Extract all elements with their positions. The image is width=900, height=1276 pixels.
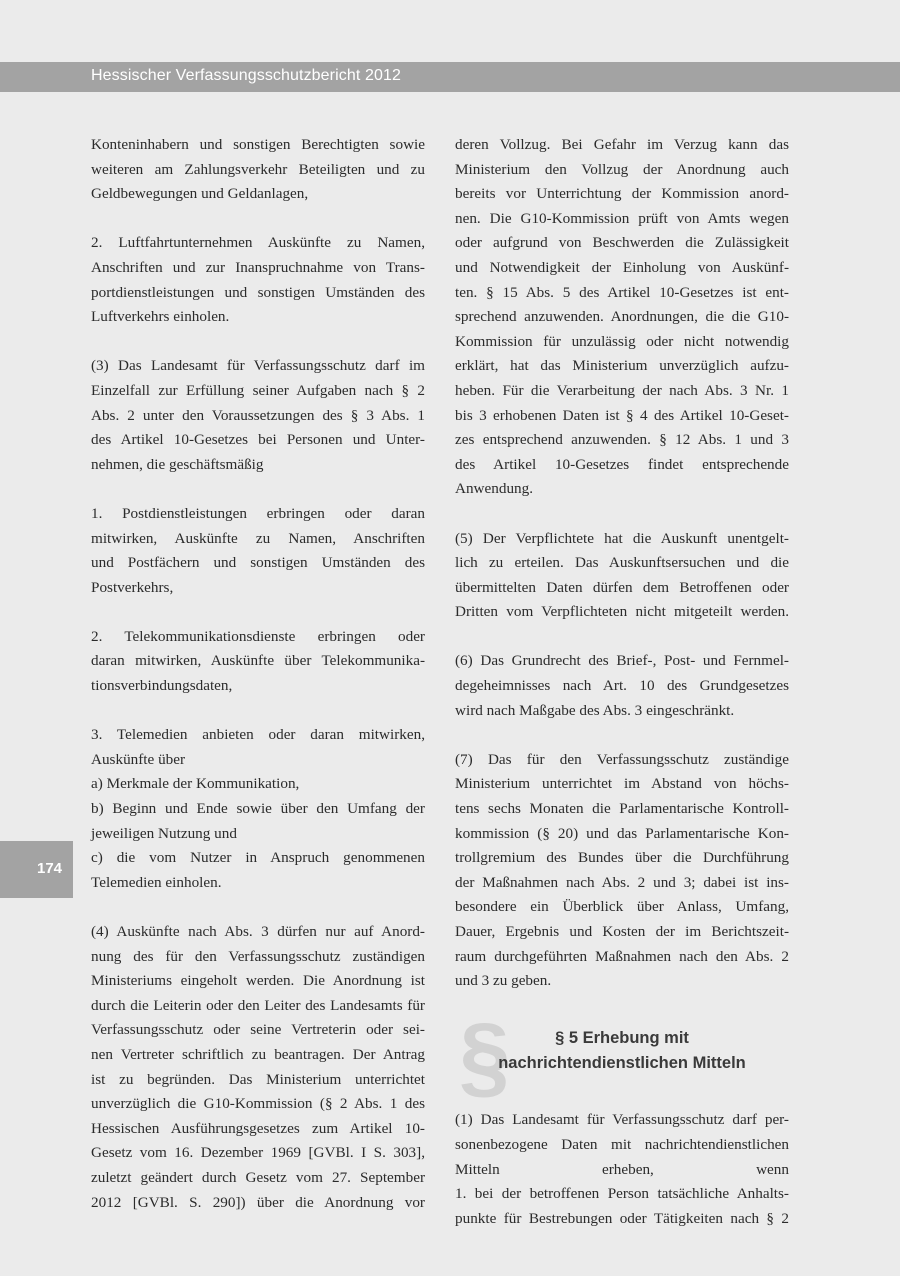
text-line: und Notwendigkeit der Einholung von Auskünf-	[455, 258, 789, 276]
text-line: besondere ein Überblick über Anlass, Umfang,	[455, 898, 789, 916]
text-line: Konteninhabern und sonstigen Berechtigten sowie	[91, 136, 425, 153]
text-line: Dritten vom Verpflichteten nicht mitgeteilt werden.	[455, 603, 789, 621]
text-line: Ministeriums eingeholt werden. Die Anordnung ist	[91, 972, 425, 990]
text-line: degeheimnisses nach Art. 10 des Grundgesetzes	[455, 677, 789, 695]
text-line: Gesetz vom 16. Dezember 1969 [GVBl. I S. 303],	[91, 1144, 425, 1162]
text-line: 2. Luftfahrtunternehmen Auskünfte zu Namen,	[91, 234, 425, 252]
text-line: wird nach Maßgabe des Abs. 3 eingeschränkt.	[455, 701, 735, 719]
text-line: ist zu begründen. Das Ministerium unterrichtet	[91, 1070, 425, 1088]
paragraph	[455, 748, 789, 994]
text-line: unverzüglich die G10-Kommission (§ 2 Abs. 1 des	[91, 1095, 425, 1113]
text-line: zes entsprechend anzuwenden. § 12 Abs. 1 und 3	[455, 431, 789, 449]
text-line: daran mitwirken, Auskünfte über Telekommunika-	[91, 652, 425, 670]
paragraph	[91, 920, 425, 1215]
text-line: der Maßnahmen nach Abs. 2 und 3; dabei ist ins-	[455, 873, 789, 891]
running-header-title: Hessischer Verfassungsschutzbericht 2012	[91, 67, 401, 84]
text-line: sprechend anzuwenden. Anordnungen, die die G10-	[455, 308, 789, 326]
text-line: Hessischen Ausführungsgesetzes zum Artikel 10-	[91, 1119, 425, 1137]
text-line: Einzelfall zur Erfüllung seiner Aufgaben nach § 2	[91, 381, 425, 399]
text-line: kommission (§ 20) und das Parlamentarische Kon-	[455, 824, 789, 842]
text-line: und Postfächern und sonstigen Umständen des	[91, 554, 425, 572]
page-number-tab	[0, 841, 73, 898]
text-line: Ministerium den Vollzug der Anordnung auch	[455, 160, 789, 178]
paragraph	[91, 625, 425, 699]
text-line: Ministerium unterrichtet im Abstand von höchs-	[455, 775, 789, 793]
section-sign-icon: §	[459, 1005, 511, 1108]
text-line: Dauer, Ergebnis und Kosten der im Berichtszeit-	[455, 923, 789, 940]
text-line: Luftverkehrs einholen.	[91, 308, 230, 326]
text-line: Abs. 2 unter den Voraussetzungen des § 3 Abs. 1	[91, 406, 425, 424]
text-line: nen Vertreter schriftlich zu beantragen. Der Antrag	[91, 1045, 425, 1063]
text-line: nung des für den Verfassungsschutz zuständigen	[91, 947, 425, 965]
text-line: 3. Telemedien anbieten oder daran mitwirken,	[91, 726, 425, 744]
text-line: Postverkehrs,	[91, 578, 174, 596]
text-line: bereits vor Unterrichtung der Kommission anord-	[455, 185, 789, 203]
text-line: trollgremium des Bundes über die Durchführung	[455, 849, 789, 867]
text-line: c) die vom Nutzer in Anspruch genommenen	[91, 849, 425, 867]
text-line: (4) Auskünfte nach Abs. 3 dürfen nur auf Anord-	[91, 923, 425, 940]
text-line: sonenbezogene Daten mit nachrichtendienstlichen	[455, 1135, 789, 1153]
paragraph	[91, 354, 425, 477]
paragraph	[455, 527, 789, 625]
text-line: mitwirken, Auskünfte zu Namen, Anschriften	[91, 529, 425, 547]
text-line: nehmen, die geschäftsmäßig	[91, 455, 264, 473]
text-line: a) Merkmale der Kommunikation,	[91, 775, 300, 793]
section-heading-line: § 5 Erhebung mit	[555, 1029, 689, 1048]
section-heading-block	[455, 1005, 789, 1108]
text-line: tens sechs Monaten die Parlamentarische Kontroll-	[455, 800, 789, 818]
text-line: jeweiligen Nutzung und	[91, 824, 237, 842]
text-line: Anwendung.	[455, 480, 534, 498]
text-line: 2. Telekommunikationsdienste erbringen oder	[91, 627, 425, 645]
text-line: durch die Leiterin oder den Leiter des Landesamts für	[91, 996, 425, 1014]
text-line: des Artikel 10-Gesetzes bei Personen und Unter-	[91, 431, 425, 449]
text-line: (3) Das Landesamt für Verfassungsschutz darf im	[91, 357, 425, 375]
text-line: nen. Die G10-Kommission prüft von Amts wegen	[455, 209, 789, 227]
text-line: Anschriften und zur Inanspruchnahme von Trans-	[91, 258, 425, 276]
section-heading-line: nachrichtendienstlichen Mitteln	[498, 1054, 746, 1073]
header-bar	[0, 62, 900, 92]
text-line: (6) Das Grundrecht des Brief-, Post- und Fernmel-	[455, 652, 789, 670]
text-line: b) Beginn und Ende sowie über den Umfang der	[91, 800, 425, 818]
paragraph	[91, 502, 425, 600]
text-line: 1. bei der betroffenen Person tatsächliche Anhalts-	[455, 1185, 789, 1203]
text-line: Verfassungsschutz oder seine Vertreterin oder sei-	[91, 1021, 425, 1039]
text-line: deren Vollzug. Bei Gefahr im Verzug kann das	[455, 136, 789, 153]
text-line: Auskünfte über	[91, 750, 186, 768]
text-line: punkte für Bestrebungen oder Tätigkeiten nach § 2	[455, 1209, 789, 1227]
text-line: heben. Für die Verarbeitung der nach Abs. 3 Nr. 1	[455, 381, 789, 399]
paragraph	[91, 133, 425, 207]
left-column	[91, 133, 425, 1215]
text-line: 1. Postdienstleistungen erbringen oder daran	[91, 504, 425, 522]
text-line: des Artikel 10-Gesetzes findet entsprechende	[455, 455, 789, 473]
text-line: und 3 zu geben.	[455, 972, 552, 990]
text-line: Geldbewegungen und Geldanlagen,	[91, 185, 309, 203]
paragraph	[91, 231, 425, 329]
text-line: (7) Das für den Verfassungsschutz zuständige	[455, 750, 789, 768]
paragraph	[455, 649, 789, 723]
text-line: Mitteln erheben, wenn	[455, 1160, 789, 1178]
text-line: weiteren am Zahlungsverkehr Beteiligten und zu	[91, 160, 425, 178]
text-line: ten. § 15 Abs. 5 des Artikel 10-Gesetzes ist ent-	[455, 283, 789, 301]
text-line: erklärt, hat das Ministerium unverzüglich aufzu-	[455, 357, 789, 375]
text-line: oder aufgrund von Beschwerden die Zulässigkeit	[455, 234, 789, 252]
right-column	[455, 133, 789, 1231]
text-line: lich zu erteilen. Das Auskunftsersuchen und die	[455, 554, 789, 572]
text-line: 2012 [GVBl. S. 290]) über die Anordnung vor	[91, 1193, 425, 1211]
text-line: Kommission für unzulässig oder nicht notwendig	[455, 332, 789, 350]
text-line: (5) Der Verpflichtete hat die Auskunft unentgelt-	[455, 529, 789, 547]
page-number: 174	[37, 860, 63, 877]
text-line: bis 3 erhobenen Daten ist § 4 des Artikel 10-Geset-	[455, 406, 789, 424]
text-line: (1) Das Landesamt für Verfassungsschutz darf per-	[455, 1111, 789, 1129]
text-line: raum durchgeführten Maßnahmen nach den Abs. 2	[455, 947, 789, 965]
text-line: Telemedien einholen.	[91, 873, 222, 891]
text-line: portdienstleistungen und sonstigen Umständen des	[91, 283, 425, 301]
text-line: übermittelten Daten dürfen dem Betroffenen oder	[455, 578, 789, 596]
section-heading	[455, 1026, 789, 1076]
text-line: zuletzt geändert durch Gesetz vom 27. September	[91, 1168, 425, 1186]
paragraph	[455, 1108, 789, 1231]
paragraph-list	[91, 723, 425, 895]
text-line: tionsverbindungsdaten,	[91, 677, 233, 695]
paragraph	[455, 133, 789, 502]
